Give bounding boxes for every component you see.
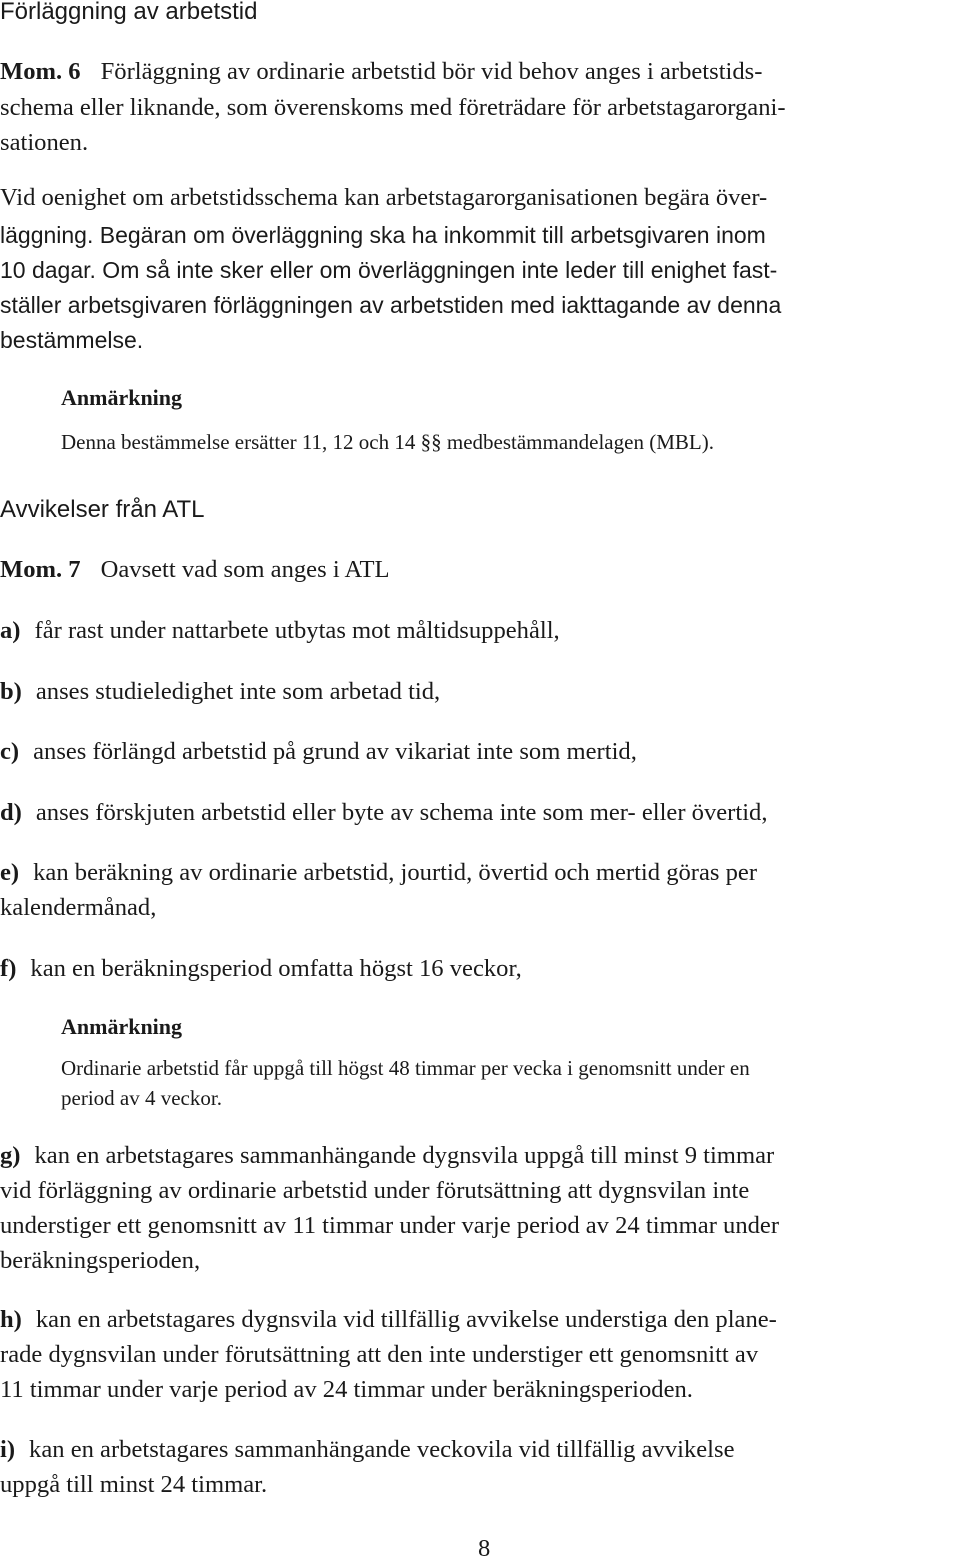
list-item-text: kan en arbetstagares sammanhängande veckovila vid tillfällig avvikelse (29, 1436, 735, 1463)
list-item-label: h) (0, 1306, 22, 1333)
list-item (0, 738, 637, 766)
list-item (0, 678, 440, 706)
list-item-text: kan beräkning av ordinarie arbetstid, jourtid, övertid och mertid göras per (33, 859, 758, 886)
mom-6-line-1 (0, 58, 762, 86)
list-item (0, 1436, 734, 1464)
note-text: period av 4 veckor. (61, 1086, 222, 1110)
mom-7-text: Oavsett vad som anges i ATL (100, 556, 390, 583)
list-item-continuation: understiger ett genomsnitt av 11 timmar under varje period av 24 timmar under (0, 1212, 780, 1239)
list-item (0, 1306, 777, 1334)
list-item (0, 859, 757, 887)
mom-6-line-2: schema eller liknande, som överenskoms med företrädare för arbetstagarorgani- (0, 94, 786, 121)
list-item-text: kan en arbetstagares dygnsvila vid tillfällig avvikelse understiga den plane- (35, 1306, 777, 1333)
list-item-text: anses förlängd arbetstid på grund av vikariat inte som mertid, (33, 738, 637, 765)
section-heading: Avvikelser från ATL (0, 496, 205, 523)
paragraph-line: ställer arbetsgivaren förläggningen av arbetstiden med iakttagande av denna (0, 292, 782, 318)
mom-7-line (0, 556, 390, 584)
note-heading: Anmärkning (61, 1014, 183, 1039)
list-item-continuation: rade dygnsvilan under förutsättning att den inte understiger ett genomsnitt av (0, 1341, 759, 1368)
note-text: Ordinarie arbetstid får uppgå till högst 48 timmar per vecka i genomsnitt under en (61, 1056, 750, 1080)
list-item-label: i) (0, 1436, 16, 1463)
list-item-label: c) (0, 738, 20, 765)
page-number: 8 (478, 1535, 491, 1562)
paragraph-line: 10 dagar. Om så inte sker eller om överläggningen inte leder till enighet fast- (0, 257, 778, 283)
list-item-text: kan en arbetstagares sammanhängande dygnsvila uppgå till minst 9 timmar (34, 1142, 775, 1169)
list-item-label: a) (0, 617, 21, 644)
list-item-continuation: uppgå till minst 24 timmar. (0, 1471, 268, 1498)
list-item (0, 1142, 774, 1170)
list-item-label: d) (0, 799, 22, 826)
list-item-continuation: 11 timmar under varje period av 24 timmar under beräkningsperioden. (0, 1376, 693, 1403)
list-item (0, 955, 522, 983)
mom-7-label: Mom. 7 (0, 556, 81, 583)
mom-6-label: Mom. 6 (0, 58, 81, 85)
list-item-label: e) (0, 859, 20, 886)
list-item-text: anses studieledighet inte som arbetad tid, (35, 678, 441, 705)
mom-6-line-3: sationen. (0, 129, 89, 156)
paragraph-line: läggning. Begäran om överläggning ska ha inkommit till arbetsgivaren inom (0, 222, 766, 248)
section-heading: Förläggning av arbetstid (0, 0, 258, 25)
note-text: Denna bestämmelse ersätter 11, 12 och 14 §§ medbestämmandelagen (MBL). (61, 430, 714, 454)
list-item (0, 617, 560, 645)
list-item-continuation: beräkningsperioden, (0, 1247, 201, 1274)
paragraph-line: bestämmelse. (0, 327, 144, 353)
paragraph-line: Vid oenighet om arbetstidsschema kan arbetstagarorganisationen begära över- (0, 184, 768, 211)
list-item (0, 799, 767, 827)
mom-6-text: Förläggning av ordinarie arbetstid bör vid behov anges i arbetstids- (100, 58, 763, 85)
list-item-text: anses förskjuten arbetstid eller byte av schema inte som mer- eller övertid, (35, 799, 768, 826)
list-item-text: kan en beräkningsperiod omfatta högst 16 veckor, (30, 955, 522, 982)
list-item-label: b) (0, 678, 22, 705)
list-item-text: får rast under nattarbete utbytas mot måltidsuppehåll, (34, 617, 560, 644)
list-item-continuation: vid förläggning av ordinarie arbetstid under förutsättning att dygnsvilan inte (0, 1177, 750, 1204)
list-item-continuation: kalendermånad, (0, 894, 157, 921)
list-item-label: f) (0, 955, 17, 982)
list-item-label: g) (0, 1142, 21, 1169)
note-heading: Anmärkning (61, 385, 183, 410)
